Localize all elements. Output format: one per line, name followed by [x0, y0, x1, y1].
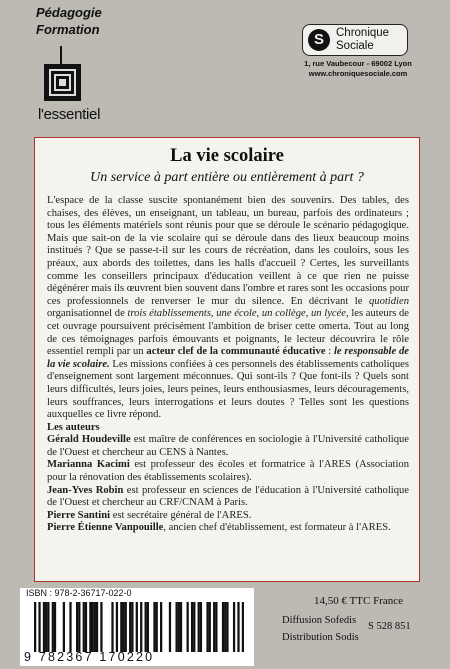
author-desc: , ancien chef d'établissement, est formateur à l'ARES.: [163, 522, 391, 534]
book-subtitle: Un service à part entière ou entièrement à part ?: [90, 170, 364, 185]
author-desc: est secrétaire général de l'ARES.: [110, 509, 252, 521]
barcode-bar: [45, 602, 47, 652]
barcode-bar: [129, 602, 131, 652]
barcode-bar: [224, 602, 226, 652]
blurb-text: Les missions confiées à ces personnels des établissements catholiques d'enseignement sont largement méconnues. Qui sont-ils ? Que font-ils ? Quels sont leurs difficultés, leurs joies, leurs peines, leurs enthousiasmes, leurs découragements, leurs souffrances, leurs interrogations et leurs doutes ? Telles sont les questions auxquelles ce livre répond.: [47, 358, 409, 421]
barcode-bar: [116, 602, 118, 652]
blurb-bold-italic: le responsable de la vie scolaire.: [47, 346, 409, 370]
author-entry: [47, 485, 409, 510]
barcode-bar: [153, 602, 155, 652]
barcode-bar: [193, 602, 195, 652]
barcode-bar: [206, 602, 208, 652]
blurb-paragraph: [47, 195, 409, 422]
series-brand: l'essentiel: [38, 106, 101, 123]
barcode-bar: [215, 602, 217, 652]
publisher-logo: [302, 24, 408, 56]
barcode-bar: [69, 602, 71, 652]
price: 14,50 € TTC France: [314, 595, 404, 607]
barcode-bar: [178, 602, 180, 652]
barcode-bar: [200, 602, 202, 652]
author-desc: est professeur en sciences de l'éducation à l'Université catholique de l'Ouest et chercheur au CRF/CNAM à Paris.: [47, 484, 409, 509]
barcode-bar: [156, 602, 158, 652]
barcode-bar: [94, 602, 96, 652]
barcode-bar: [89, 602, 91, 652]
barcode-bar: [180, 602, 182, 652]
publisher-website: www.chroniquesociale.com: [308, 69, 408, 78]
back-cover-panel: [34, 137, 420, 582]
blurb-text: :: [325, 346, 334, 358]
barcode-bar: [213, 602, 215, 652]
barcode-bar: [198, 602, 200, 652]
barcode-bar: [226, 602, 228, 652]
publisher-address: 1, rue Vaubecour - 69002 Lyon: [304, 59, 412, 68]
series-line2: Formation: [36, 22, 100, 37]
series-line1: Pédagogie: [36, 5, 102, 20]
barcode-bar: [78, 602, 80, 652]
author-name: Jean-Yves Robin: [47, 484, 124, 496]
blurb-text: organisationnel de: [47, 308, 128, 320]
barcode-bar: [169, 602, 171, 652]
publisher-mark-icon: S: [308, 29, 330, 51]
book-title: La vie scolaire: [170, 146, 284, 166]
publisher-name: [336, 27, 389, 53]
barcode-bar: [136, 602, 138, 652]
barcode-bar: [76, 602, 78, 652]
barcode-bar: [96, 602, 98, 652]
author-entry: [47, 434, 409, 459]
distribution-distribution: Distribution Sodis: [282, 632, 359, 643]
barcode-bar: [237, 602, 239, 652]
publisher-name-line1: Chronique: [336, 27, 390, 39]
barcode-bar: [147, 602, 149, 652]
barcode-bar: [140, 602, 142, 652]
blurb-text: les auteurs de cet ouvrage poursuivent précisément l'ambition de briser cette omerta. Tout au long de ces témoignages parfois émouvants et poignants, le lecteur découvrira le rôle essentiel rempli par un: [47, 308, 410, 358]
author-name: Pierre Étienne Vanpouille: [47, 522, 164, 534]
blurb: [47, 195, 409, 535]
series-divider: [60, 46, 62, 64]
blurb-italic: quotidien: [368, 295, 409, 307]
barcode-bar: [131, 602, 133, 652]
authors-heading: Les auteurs: [47, 421, 100, 433]
barcode-area: [20, 588, 254, 666]
author-entry: [47, 459, 409, 484]
barcode-bar: [52, 602, 54, 652]
barcode-icon: [34, 602, 244, 652]
distribution-diffusion: Diffusion Sofedis: [282, 615, 357, 626]
distribution-code: S 528 851: [368, 621, 411, 632]
barcode-bar: [191, 602, 193, 652]
barcode-digits: 9 782367 170220: [24, 650, 155, 664]
author-entry: [47, 522, 409, 535]
barcode-bar: [43, 602, 45, 652]
publisher-name-line2: Sociale: [336, 40, 374, 52]
barcode-bar: [100, 602, 102, 652]
barcode-bar: [145, 602, 147, 652]
barcode-bar: [83, 602, 85, 652]
barcode-bar: [125, 602, 127, 652]
barcode-bar: [63, 602, 65, 652]
barcode-bar: [120, 602, 122, 652]
barcode-bar: [54, 602, 56, 652]
barcode-bar: [233, 602, 235, 652]
barcode-bar: [34, 602, 36, 652]
barcode-bar: [47, 602, 49, 652]
barcode-bar: [122, 602, 124, 652]
author-name: Marianna Kacimi: [47, 459, 130, 471]
barcode-bar: [209, 602, 211, 652]
barcode-bar: [222, 602, 224, 652]
barcode-bar: [187, 602, 189, 652]
barcode-bar: [91, 602, 93, 652]
barcode-bar: [111, 602, 113, 652]
series-label: [36, 4, 102, 38]
author-desc: est professeur des écoles et formatrice à l'ARES (Association pour la rénovation des établissements scolaires).: [47, 459, 410, 484]
author-entry: [47, 510, 409, 523]
author-desc: est maître de conférences en sociologie à l'Université catholique de l'Ouest et chercheur au CENS à Nantes.: [47, 434, 410, 458]
blurb-text: L'espace de la classe suscite spontanément bien des souvenirs. Des tables, des chaises, des élèves, un enseignant, un tableau, un bureau, parfois des ordinateurs ; tous les éléments matériels sont réunis pour que se déroule le scénario pédagogique. Mais que sait-on de la vie scolaire qui se déroule dans des lieux beaucoup moins institués ? Que se passe-t-il sur les cours de récréation, dans les couloirs, sous les préaux, aux abords des toilettes, dans les halls d'accueil ? Certes, les surveillants comme les conseillers principaux d'éducation veillent à ce que rien ne puisse dégénérer mais ils œuvrent bien souvent dans l'ombre et rares sont les occasions pour ces professionnels de renverser le mur du silence. En décrivant le: [47, 195, 409, 307]
barcode-bar: [160, 602, 162, 652]
barcode-bar: [242, 602, 244, 652]
barcode-bar: [38, 602, 40, 652]
isbn-label: ISBN : 978-2-36717-022-0: [26, 588, 132, 598]
publisher-address-block: [296, 59, 420, 79]
author-name: Gérald Houdeville: [47, 434, 131, 446]
barcode-bar: [85, 602, 87, 652]
barcode-bar: [175, 602, 177, 652]
blurb-italic: trois établissements, une école, un collège, un lycée,: [127, 308, 349, 320]
blurb-bold: acteur clef de la communauté éducative: [146, 346, 326, 358]
author-name: Pierre Santini: [47, 509, 111, 521]
series-logo-icon: [44, 64, 81, 101]
